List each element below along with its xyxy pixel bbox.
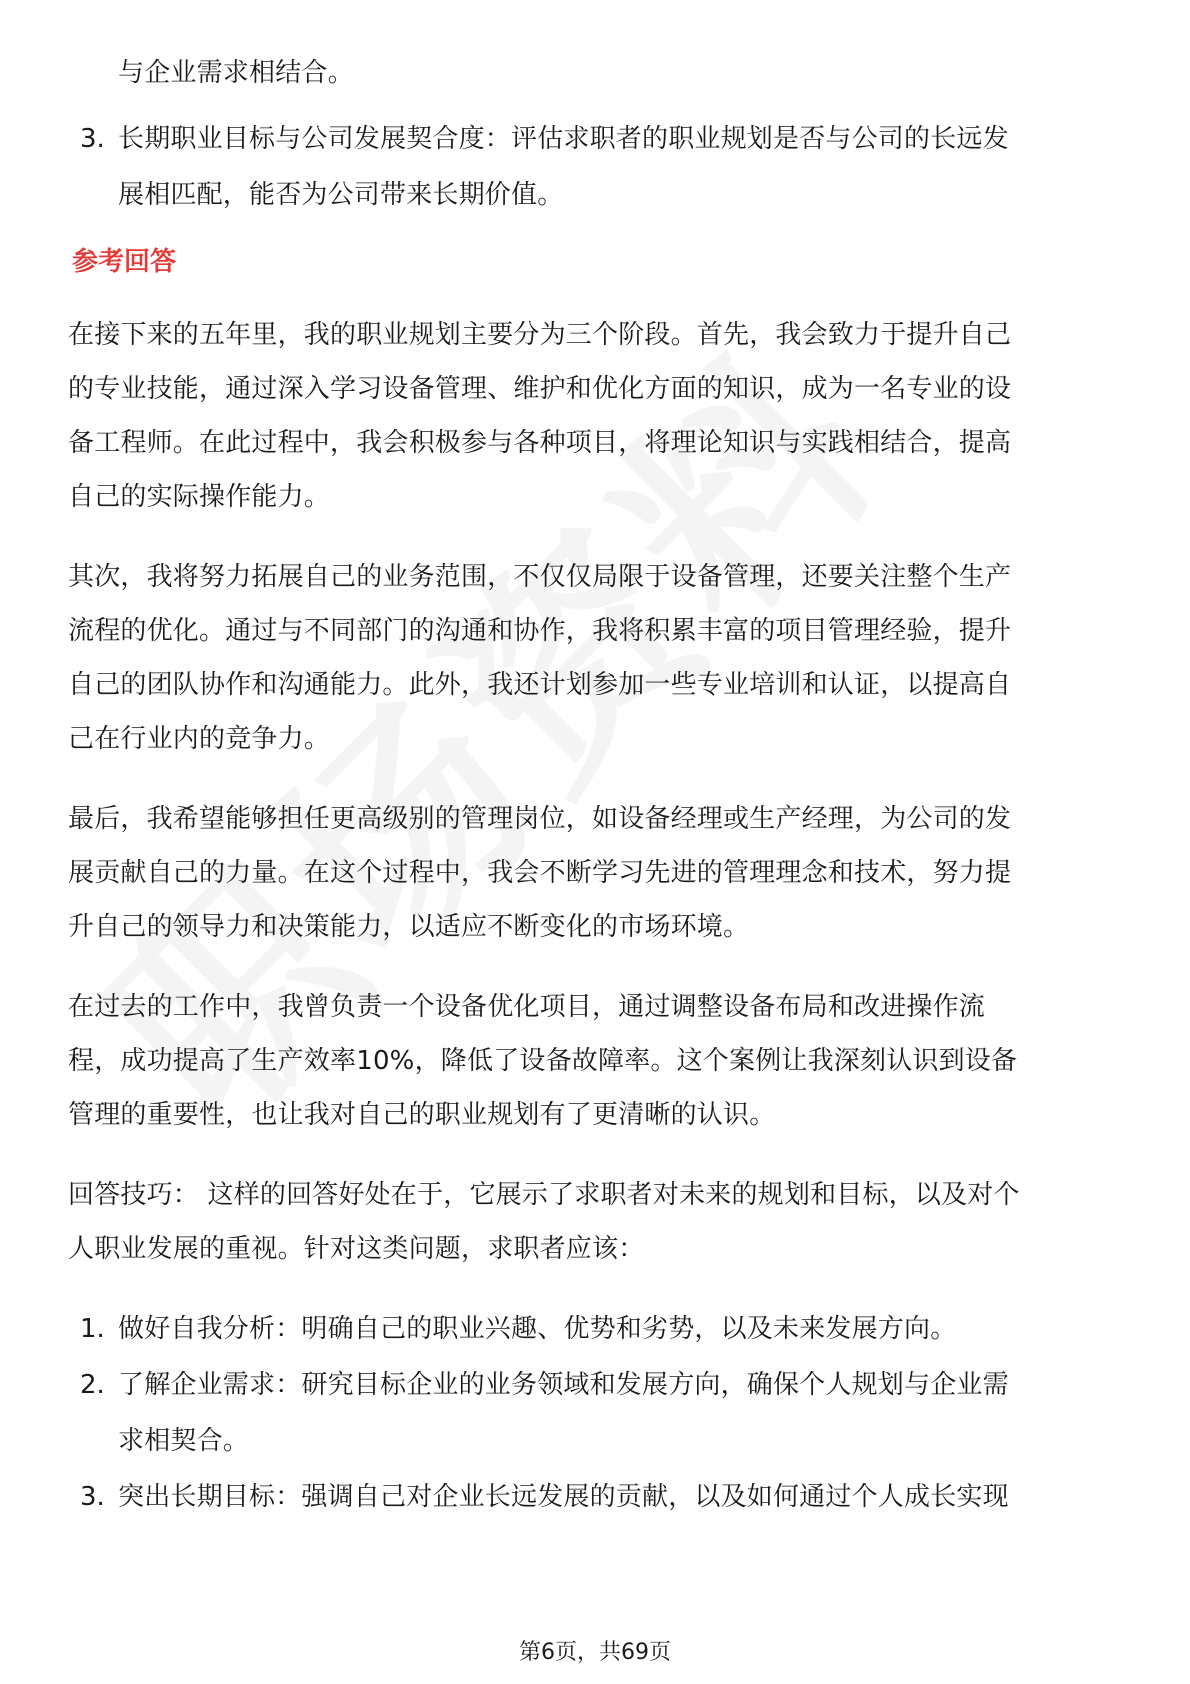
answer-p1-line-2: 的专业技能，通过深入学习设备管理、维护和优化方面的知识，成为一名专业的设 xyxy=(68,374,1012,404)
tip-item-3-line-1: 突出长期目标：强调自己对企业长远发展的贡献，以及如何通过个人成长实现 xyxy=(118,1482,1009,1512)
section-title: 参考回答 xyxy=(72,247,177,277)
answer-p3-line-1: 最后，我希望能够担任更高级别的管理岗位，如设备经理或生产经理，为公司的发 xyxy=(68,804,1012,834)
answer-p2-line-2: 流程的优化。通过与不同部门的沟通和协作，我将积累丰富的项目管理经验，提升 xyxy=(68,616,1012,646)
answer-p2-line-4: 己在行业内的竞争力。 xyxy=(68,724,331,754)
list-item-2-continuation: 与企业需求相结合。 xyxy=(118,58,354,88)
answer-p4-line-3: 管理的重要性，也让我对自己的职业规划有了更清晰的认识。 xyxy=(68,1100,776,1130)
list-number: 1. xyxy=(80,1314,105,1344)
tips-line-1: 回答技巧： 这样的回答好处在于，它展示了求职者对未来的规划和目标，以及对个 xyxy=(68,1180,1020,1210)
list-number: 3. xyxy=(80,124,105,154)
answer-p1-line-3: 备工程师。在此过程中，我会积极参与各种项目，将理论知识与实践相结合，提高 xyxy=(68,428,1012,458)
tip-item-2-line-2: 求相契合。 xyxy=(118,1426,250,1456)
answer-p2-line-1: 其次，我将努力拓展自己的业务范围，不仅仅局限于设备管理，还要关注整个生产 xyxy=(68,562,1012,592)
answer-p4-line-1: 在过去的工作中，我曾负责一个设备优化项目，通过调整设备布局和改进操作流 xyxy=(68,992,986,1022)
tip-item-1-line-1: 做好自我分析：明确自己的职业兴趣、优势和劣势，以及未来发展方向。 xyxy=(118,1314,957,1344)
answer-p1-line-1: 在接下来的五年里，我的职业规划主要分为三个阶段。首先，我会致力于提升自己 xyxy=(68,320,1012,350)
list-number: 3. xyxy=(80,1482,105,1512)
list-number: 2. xyxy=(80,1370,105,1400)
answer-p2-line-3: 自己的团队协作和沟通能力。此外，我还计划参加一些专业培训和认证，以提高自 xyxy=(68,670,1012,700)
list-item-3-line-1: 长期职业目标与公司发展契合度：评估求职者的职业规划是否与公司的长远发 xyxy=(118,124,1009,154)
tips-line-2: 人职业发展的重视。针对这类问题，求职者应该： xyxy=(68,1234,645,1264)
tip-item-2-line-1: 了解企业需求：研究目标企业的业务领域和发展方向，确保个人规划与企业需 xyxy=(118,1370,1009,1400)
list-item-3-line-2: 展相匹配，能否为公司带来长期价值。 xyxy=(118,180,564,210)
answer-p3-line-2: 展贡献自己的力量。在这个过程中，我会不断学习先进的管理理念和技术，努力提 xyxy=(68,858,1012,888)
answer-p1-line-4: 自己的实际操作能力。 xyxy=(68,482,331,512)
page-footer: 第6页，共69页 xyxy=(519,1640,671,1665)
answer-p3-line-3: 升自己的领导力和决策能力，以适应不断变化的市场环境。 xyxy=(68,912,750,942)
answer-p4-line-2: 程，成功提高了生产效率10%，降低了设备故障率。这个案例让我深刻认识到设备 xyxy=(68,1046,1018,1076)
